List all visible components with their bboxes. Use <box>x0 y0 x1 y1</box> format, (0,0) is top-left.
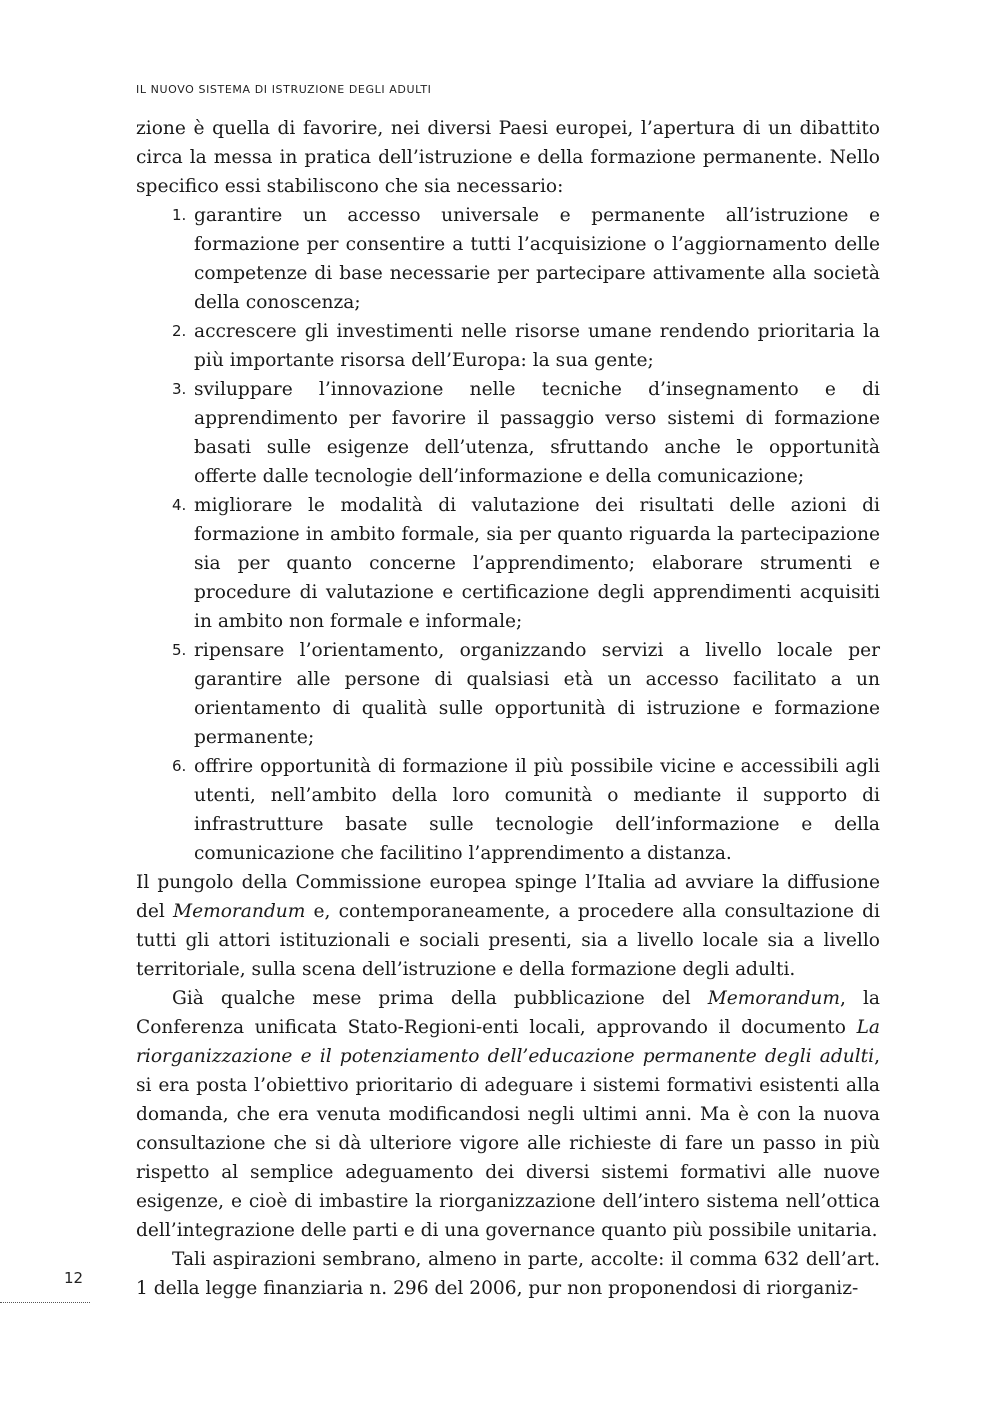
page-number-dotted-rule <box>0 1302 90 1303</box>
list-item-number: 5. <box>172 641 187 659</box>
list-item <box>136 317 880 375</box>
list-item-number: 6. <box>172 757 187 775</box>
page-number: 12 <box>64 1269 84 1287</box>
body-text <box>136 114 880 1303</box>
text-run: e, contemporaneamente, a procedere alla consultazione di tutti gli attori istituzionali e sociali presenti, sia a livello locale sia a livello territoriale, sulla scena dell’istruzione e della formazione degli adulti. <box>136 901 880 980</box>
list-item-text: sviluppare l’innovazione nelle tecniche d’insegnamento e di apprendimento per favorire il passaggio verso sistemi di formazione basati sulle esigenze dell’utenza, sfruttando anche le opportunità offerte dalle tecnologie dell’informazione e della comunicazione; <box>194 379 880 487</box>
italic-title: Memorandum <box>707 988 841 1009</box>
paragraph-commissione <box>136 868 880 984</box>
list-item <box>136 491 880 636</box>
list-item-number: 2. <box>172 322 187 340</box>
list-item-number: 4. <box>172 496 187 514</box>
list-item-text: offrire opportunità di formazione il più possibile vicine e accessibili agli utenti, nell’ambito della loro comunità o mediante il supporto di infrastrutture basate sulle tecnologie dell’informazione e della comunicazione che facilitino l’apprendimento a distanza. <box>194 756 880 864</box>
text-run: , si era posta l’obiettivo prioritario di adeguare i sistemi formativi esistenti alla domanda, che era venuta modificandosi negli ultimi anni. Ma è con la nuova consultazione che si dà ulteriore vigore alle richieste di fare un passo in più rispetto al semplice adeguamento dei diversi sistemi formativi alle nuove esigenze, e cioè di imbastire la riorganizzazione dell’intero sistema nell’ottica dell’integrazione delle parti e di una governance quanto più possibile unitaria. <box>136 1046 880 1241</box>
paragraph-aspirazioni: Tali aspirazioni sembrano, almeno in parte, accolte: il comma 632 dell’art. 1 della legge finanziaria n. 296 del 2006, pur non proponendosi di riorganiz- <box>136 1249 880 1299</box>
running-header: IL NUOVO SISTEMA DI ISTRUZIONE DEGLI ADULTI <box>136 83 432 96</box>
list-item-text: migliorare le modalità di valutazione dei risultati delle azioni di formazione in ambito formale, sia per quanto riguarda la partecipazione sia per quanto concerne l’apprendimento; elaborare strumenti e procedure di valutazione e certificazione degli apprendimenti acquisiti in ambito non formale e informale; <box>194 495 880 632</box>
list-item-number: 3. <box>172 380 187 398</box>
list-item <box>136 636 880 752</box>
paragraph-conferenza <box>136 984 880 1245</box>
italic-document-title: La riorganizzazione e il potenziamento dell’educazione permanente degli adulti <box>136 1017 880 1067</box>
list-item-text: ripensare l’orientamento, organizzando servizi a livello locale per garantire alle persone di qualsiasi età un accesso facilitato a un orientamento di qualità sulle opportunità di istruzione e formazione permanente; <box>194 640 880 748</box>
intro-paragraph: zione è quella di favorire, nei diversi Paesi europei, l’apertura di un dibattito circa la messa in pratica dell’istruzione e della formazione permanente. Nello specifico essi stabiliscono che sia necessario: <box>136 118 880 197</box>
numbered-list <box>136 201 880 868</box>
list-item <box>136 752 880 868</box>
list-item-number: 1. <box>172 206 187 224</box>
list-item <box>136 201 880 317</box>
list-item <box>136 375 880 491</box>
italic-title: Memorandum <box>173 901 306 922</box>
text-run: Già qualche mese prima della pubblicazione del <box>172 988 708 1009</box>
list-item-text: garantire un accesso universale e permanente all’istruzione e formazione per consentire a tutti l’acquisizione o l’aggiornamento delle competenze di base necessarie per partecipare attivamente alla società della conoscenza; <box>194 205 880 313</box>
list-item-text: accrescere gli investimenti nelle risorse umane rendendo prioritaria la più importante risorsa dell’Europa: la sua gente; <box>194 321 880 371</box>
text-run: Il pungolo della Commissione europea spinge l’Italia ad avviare la diffusione del <box>136 872 880 922</box>
text-run: , la Conferenza unificata Stato-Regioni-enti locali, approvando il documento <box>136 988 880 1038</box>
